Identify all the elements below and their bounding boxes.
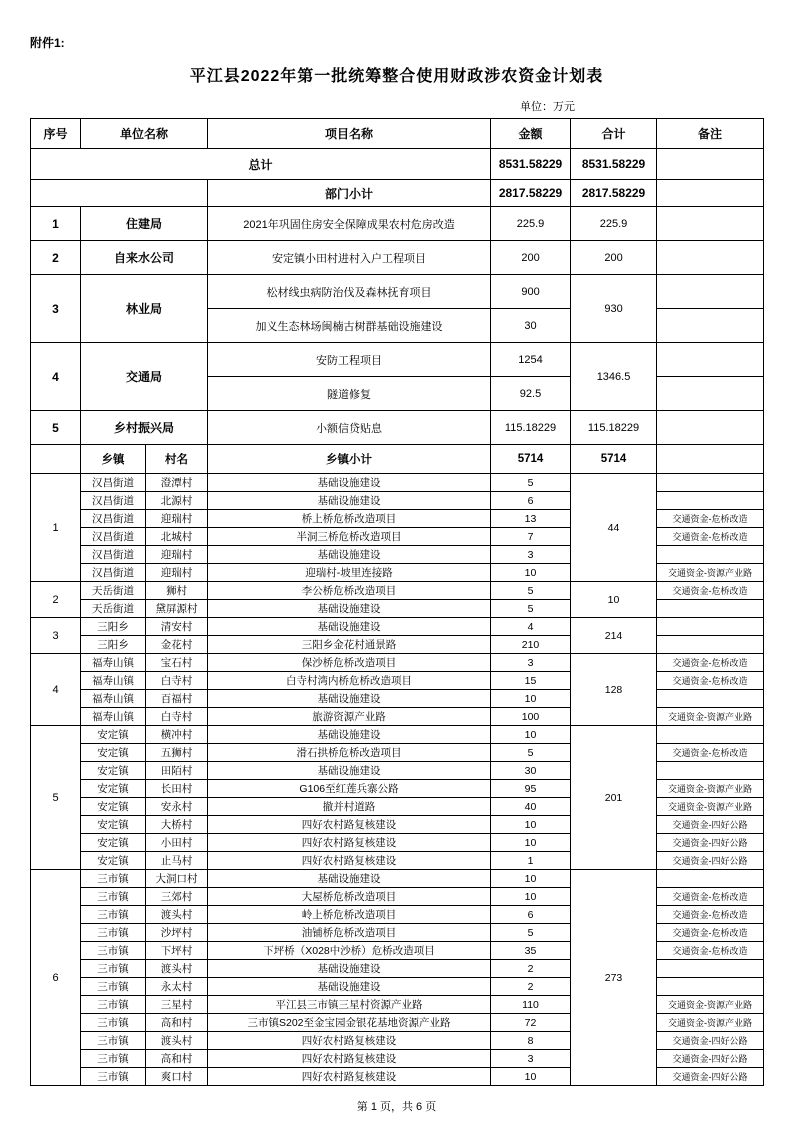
- project-name: 岭上桥危桥改造项目: [208, 906, 491, 924]
- dept-seq: 3: [31, 275, 81, 343]
- remark-cell: 交通资金-四好公路: [657, 816, 764, 834]
- project-name: G106至红莲兵寨公路: [208, 780, 491, 798]
- group-seq: 4: [31, 654, 81, 726]
- project-amount: 10: [491, 1068, 571, 1086]
- project-name: 李公桥危桥改造项目: [208, 582, 491, 600]
- town-name: 汉昌街道: [81, 528, 146, 546]
- project-amount: 5: [491, 582, 571, 600]
- project-name: 白寺村湾内桥危桥改造项目: [208, 672, 491, 690]
- dept-project-amount: 900: [491, 275, 571, 309]
- dept-subtotal-label: 部门小计: [208, 180, 491, 207]
- village-name: 田陌村: [146, 762, 208, 780]
- town-name: 三阳乡: [81, 618, 146, 636]
- village-name: 大洞口村: [146, 870, 208, 888]
- project-name: 基础设施建设: [208, 618, 491, 636]
- project-name: 半洞三桥危桥改造项目: [208, 528, 491, 546]
- village-name: 迎瑞村: [146, 546, 208, 564]
- project-name: 基础设施建设: [208, 474, 491, 492]
- township-row: [31, 870, 764, 888]
- remark-cell: [657, 546, 764, 564]
- remark-cell: [657, 618, 764, 636]
- dept-unit-name: 交通局: [81, 343, 208, 411]
- table-header-row: [31, 119, 764, 149]
- village-name: 小田村: [146, 834, 208, 852]
- dept-remark: [657, 275, 764, 309]
- town-name: 安定镇: [81, 726, 146, 744]
- grand-total-remark: [657, 149, 764, 180]
- group-seq: 1: [31, 474, 81, 582]
- group-total: 128: [571, 654, 657, 726]
- village-name: 北源村: [146, 492, 208, 510]
- project-amount: 95: [491, 780, 571, 798]
- dept-project-name: 加义生态林场闽楠古树群基础设施建设: [208, 309, 491, 343]
- dept-unit-name: 林业局: [81, 275, 208, 343]
- project-name: 基础设施建设: [208, 690, 491, 708]
- village-name: 澄潭村: [146, 474, 208, 492]
- village-name: 爽口村: [146, 1068, 208, 1086]
- department-row: [31, 275, 764, 309]
- unit-note: 单位：万元: [520, 101, 575, 113]
- remark-cell: 交通资金-危桥改造: [657, 924, 764, 942]
- town-name: 三市镇: [81, 960, 146, 978]
- project-name: 基础设施建设: [208, 726, 491, 744]
- remark-cell: 交通资金-资源产业路: [657, 1014, 764, 1032]
- township-header-row: [31, 445, 764, 474]
- village-name: 渡头村: [146, 960, 208, 978]
- town-name: 安定镇: [81, 816, 146, 834]
- dept-remark: [657, 411, 764, 445]
- remark-cell: 交通资金-四好公路: [657, 1068, 764, 1086]
- dept-project-name: 松材线虫病防治伐及森林抚育项目: [208, 275, 491, 309]
- dept-subtotal-sum: 2817.58229: [571, 180, 657, 207]
- village-name: 安永村: [146, 798, 208, 816]
- town-name: 天岳街道: [81, 600, 146, 618]
- remark-cell: [657, 726, 764, 744]
- group-total: 44: [571, 474, 657, 582]
- remark-cell: [657, 492, 764, 510]
- department-row: [31, 411, 764, 445]
- village-name: 渡头村: [146, 906, 208, 924]
- village-name: 三星村: [146, 996, 208, 1014]
- department-row: [31, 343, 764, 377]
- group-seq: 2: [31, 582, 81, 618]
- project-amount: 10: [491, 834, 571, 852]
- town-name: 天岳街道: [81, 582, 146, 600]
- township-row: [31, 654, 764, 672]
- town-name: 三市镇: [81, 942, 146, 960]
- dept-total: 200: [571, 241, 657, 275]
- remark-cell: 交通资金-资源产业路: [657, 564, 764, 582]
- town-name: 安定镇: [81, 852, 146, 870]
- village-name: 黛屏源村: [146, 600, 208, 618]
- township-subtotal-label: 乡镇小计: [208, 445, 491, 474]
- dept-subtotal-blank: [31, 180, 208, 207]
- remark-cell: 交通资金-危桥改造: [657, 672, 764, 690]
- town-name: 三市镇: [81, 978, 146, 996]
- remark-cell: [657, 600, 764, 618]
- remark-cell: 交通资金-危桥改造: [657, 654, 764, 672]
- project-name: 基础设施建设: [208, 546, 491, 564]
- village-name: 白寺村: [146, 672, 208, 690]
- project-name: 四好农村路复核建设: [208, 1068, 491, 1086]
- village-name: 宝石村: [146, 654, 208, 672]
- group-seq: 3: [31, 618, 81, 654]
- town-name: 三市镇: [81, 906, 146, 924]
- dept-total: 1346.5: [571, 343, 657, 411]
- project-name: 平江县三市镇三星村资源产业路: [208, 996, 491, 1014]
- village-name: 高和村: [146, 1014, 208, 1032]
- project-amount: 4: [491, 618, 571, 636]
- town-name: 三市镇: [81, 1014, 146, 1032]
- project-amount: 10: [491, 726, 571, 744]
- township-row: [31, 582, 764, 600]
- col-header-total: 合计: [571, 119, 657, 149]
- village-name: 横冲村: [146, 726, 208, 744]
- grand-total-row: [31, 149, 764, 180]
- dept-remark: [657, 241, 764, 275]
- village-name: 渡头村: [146, 1032, 208, 1050]
- project-name: 油铺桥危桥改造项目: [208, 924, 491, 942]
- remark-cell: 交通资金-危桥改造: [657, 942, 764, 960]
- remark-cell: 交通资金-资源产业路: [657, 708, 764, 726]
- village-name: 五狮村: [146, 744, 208, 762]
- page-number: 第 1 页，共 6 页: [356, 1101, 437, 1113]
- project-amount: 40: [491, 798, 571, 816]
- dept-seq: 4: [31, 343, 81, 411]
- village-name: 狮村: [146, 582, 208, 600]
- remark-cell: [657, 978, 764, 996]
- remark-cell: 交通资金-危桥改造: [657, 888, 764, 906]
- township-row: [31, 726, 764, 744]
- dept-project-name: 2021年巩固住房安全保障成果农村危房改造: [208, 207, 491, 241]
- remark-cell: 交通资金-资源产业路: [657, 780, 764, 798]
- grand-total-label: 总计: [31, 149, 491, 180]
- group-total: 214: [571, 618, 657, 654]
- village-name: 大桥村: [146, 816, 208, 834]
- funds-table: [30, 118, 764, 1086]
- project-name: 三阳乡金花村通景路: [208, 636, 491, 654]
- dept-subtotal-remark: [657, 180, 764, 207]
- dept-project-amount: 1254: [491, 343, 571, 377]
- project-amount: 2: [491, 960, 571, 978]
- project-amount: 3: [491, 546, 571, 564]
- project-amount: 5: [491, 744, 571, 762]
- village-name: 沙坪村: [146, 924, 208, 942]
- dept-project-amount: 30: [491, 309, 571, 343]
- remark-cell: [657, 636, 764, 654]
- project-amount: 210: [491, 636, 571, 654]
- town-name: 三市镇: [81, 1032, 146, 1050]
- project-amount: 10: [491, 888, 571, 906]
- remark-cell: 交通资金-四好公路: [657, 1032, 764, 1050]
- project-amount: 5: [491, 600, 571, 618]
- project-name: 四好农村路复核建设: [208, 834, 491, 852]
- remark-cell: [657, 690, 764, 708]
- project-name: 四好农村路复核建设: [208, 852, 491, 870]
- dept-remark: [657, 343, 764, 377]
- project-amount: 5: [491, 924, 571, 942]
- project-amount: 10: [491, 690, 571, 708]
- project-amount: 100: [491, 708, 571, 726]
- town-name: 汉昌街道: [81, 510, 146, 528]
- col-header-unit: 单位名称: [81, 119, 208, 149]
- col-header-seq: 序号: [31, 119, 81, 149]
- remark-cell: 交通资金-四好公路: [657, 1050, 764, 1068]
- project-amount: 10: [491, 870, 571, 888]
- town-name: 安定镇: [81, 798, 146, 816]
- project-name: 四好农村路复核建设: [208, 1032, 491, 1050]
- remark-cell: [657, 474, 764, 492]
- project-name: 基础设施建设: [208, 978, 491, 996]
- col-header-project: 项目名称: [208, 119, 491, 149]
- remark-cell: 交通资金-资源产业路: [657, 798, 764, 816]
- project-name: 大屋桥危桥改造项目: [208, 888, 491, 906]
- township-head-village: 村名: [146, 445, 208, 474]
- remark-cell: [657, 960, 764, 978]
- project-name: 保沙桥危桥改造项目: [208, 654, 491, 672]
- remark-cell: 交通资金-四好公路: [657, 852, 764, 870]
- remark-cell: 交通资金-危桥改造: [657, 906, 764, 924]
- project-name: 基础设施建设: [208, 960, 491, 978]
- col-header-amount: 金额: [491, 119, 571, 149]
- project-name: 四好农村路复核建设: [208, 816, 491, 834]
- town-name: 福寿山镇: [81, 708, 146, 726]
- dept-subtotal-amount: 2817.58229: [491, 180, 571, 207]
- village-name: 百福村: [146, 690, 208, 708]
- project-name: 基础设施建设: [208, 762, 491, 780]
- project-amount: 5: [491, 474, 571, 492]
- remark-cell: [657, 762, 764, 780]
- town-name: 三市镇: [81, 870, 146, 888]
- dept-seq: 1: [31, 207, 81, 241]
- department-row: [31, 241, 764, 275]
- project-name: 基础设施建设: [208, 492, 491, 510]
- dept-unit-name: 乡村振兴局: [81, 411, 208, 445]
- village-name: 金花村: [146, 636, 208, 654]
- village-name: 清安村: [146, 618, 208, 636]
- project-name: 三市镇S202至金宝园金银花基地资源产业路: [208, 1014, 491, 1032]
- remark-cell: 交通资金-危桥改造: [657, 744, 764, 762]
- department-row: [31, 207, 764, 241]
- group-total: 10: [571, 582, 657, 618]
- remark-cell: 交通资金-危桥改造: [657, 528, 764, 546]
- township-row: [31, 618, 764, 636]
- project-name: 撤并村道路: [208, 798, 491, 816]
- town-name: 安定镇: [81, 834, 146, 852]
- village-name: 永太村: [146, 978, 208, 996]
- dept-unit-name: 自来水公司: [81, 241, 208, 275]
- dept-total: 225.9: [571, 207, 657, 241]
- dept-project-name: 隧道修复: [208, 377, 491, 411]
- project-name: 滑石拱桥危桥改造项目: [208, 744, 491, 762]
- dept-project-name: 安防工程项目: [208, 343, 491, 377]
- project-amount: 2: [491, 978, 571, 996]
- project-name: 基础设施建设: [208, 870, 491, 888]
- dept-subtotal-row: [31, 180, 764, 207]
- grand-total-amount: 8531.58229: [491, 149, 571, 180]
- village-name: 止马村: [146, 852, 208, 870]
- project-amount: 6: [491, 906, 571, 924]
- project-amount: 10: [491, 816, 571, 834]
- remark-cell: 交通资金-危桥改造: [657, 582, 764, 600]
- town-name: 汉昌街道: [81, 492, 146, 510]
- town-name: 汉昌街道: [81, 474, 146, 492]
- township-row: [31, 474, 764, 492]
- project-amount: 6: [491, 492, 571, 510]
- town-name: 三市镇: [81, 1068, 146, 1086]
- project-name: 迎瑞村-坡里连接路: [208, 564, 491, 582]
- village-name: 迎瑞村: [146, 510, 208, 528]
- project-name: 旅游资源产业路: [208, 708, 491, 726]
- project-amount: 8: [491, 1032, 571, 1050]
- dept-project-name: 小额信贷贴息: [208, 411, 491, 445]
- dept-seq: 5: [31, 411, 81, 445]
- remark-cell: 交通资金-危桥改造: [657, 510, 764, 528]
- remark-cell: [657, 870, 764, 888]
- town-name: 汉昌街道: [81, 564, 146, 582]
- group-total: 273: [571, 870, 657, 1086]
- project-amount: 110: [491, 996, 571, 1014]
- project-amount: 3: [491, 1050, 571, 1068]
- attachment-label: 附件1:: [30, 36, 65, 50]
- township-head-remark: [657, 445, 764, 474]
- project-amount: 35: [491, 942, 571, 960]
- town-name: 三市镇: [81, 924, 146, 942]
- remark-cell: 交通资金-资源产业路: [657, 996, 764, 1014]
- village-name: 迎瑞村: [146, 564, 208, 582]
- village-name: 白寺村: [146, 708, 208, 726]
- dept-total: 115.18229: [571, 411, 657, 445]
- dept-project-amount: 115.18229: [491, 411, 571, 445]
- dept-remark: [657, 377, 764, 411]
- project-amount: 72: [491, 1014, 571, 1032]
- grand-total-sum: 8531.58229: [571, 149, 657, 180]
- town-name: 三市镇: [81, 888, 146, 906]
- town-name: 安定镇: [81, 762, 146, 780]
- dept-unit-name: 住建局: [81, 207, 208, 241]
- village-name: 北城村: [146, 528, 208, 546]
- village-name: 三郊村: [146, 888, 208, 906]
- project-amount: 1: [491, 852, 571, 870]
- town-name: 福寿山镇: [81, 690, 146, 708]
- project-amount: 10: [491, 564, 571, 582]
- town-name: 三市镇: [81, 996, 146, 1014]
- town-name: 福寿山镇: [81, 654, 146, 672]
- dept-seq: 2: [31, 241, 81, 275]
- dept-project-name: 安定镇小田村进村入户工程项目: [208, 241, 491, 275]
- township-head-town: 乡镇: [81, 445, 146, 474]
- group-seq: 5: [31, 726, 81, 870]
- town-name: 安定镇: [81, 780, 146, 798]
- project-amount: 7: [491, 528, 571, 546]
- project-amount: 15: [491, 672, 571, 690]
- project-name: 桥上桥危桥改造项目: [208, 510, 491, 528]
- group-seq: 6: [31, 870, 81, 1086]
- group-total: 201: [571, 726, 657, 870]
- project-name: 基础设施建设: [208, 600, 491, 618]
- town-name: 三阳乡: [81, 636, 146, 654]
- township-head-seq: [31, 445, 81, 474]
- project-amount: 13: [491, 510, 571, 528]
- township-subtotal-sum: 5714: [571, 445, 657, 474]
- project-name: 下坪桥（X028中沙桥）危桥改造项目: [208, 942, 491, 960]
- project-name: 四好农村路复核建设: [208, 1050, 491, 1068]
- village-name: 高和村: [146, 1050, 208, 1068]
- remark-cell: 交通资金-四好公路: [657, 834, 764, 852]
- dept-project-amount: 200: [491, 241, 571, 275]
- col-header-remark: 备注: [657, 119, 764, 149]
- town-name: 福寿山镇: [81, 672, 146, 690]
- town-name: 三市镇: [81, 1050, 146, 1068]
- dept-project-amount: 225.9: [491, 207, 571, 241]
- village-name: 长田村: [146, 780, 208, 798]
- page-title: 平江县2022年第一批统筹整合使用财政涉农资金计划表: [189, 68, 604, 85]
- town-name: 安定镇: [81, 744, 146, 762]
- project-amount: 3: [491, 654, 571, 672]
- dept-remark: [657, 309, 764, 343]
- town-name: 汉昌街道: [81, 546, 146, 564]
- township-subtotal-amount: 5714: [491, 445, 571, 474]
- dept-total: 930: [571, 275, 657, 343]
- village-name: 下坪村: [146, 942, 208, 960]
- dept-remark: [657, 207, 764, 241]
- dept-project-amount: 92.5: [491, 377, 571, 411]
- project-amount: 30: [491, 762, 571, 780]
